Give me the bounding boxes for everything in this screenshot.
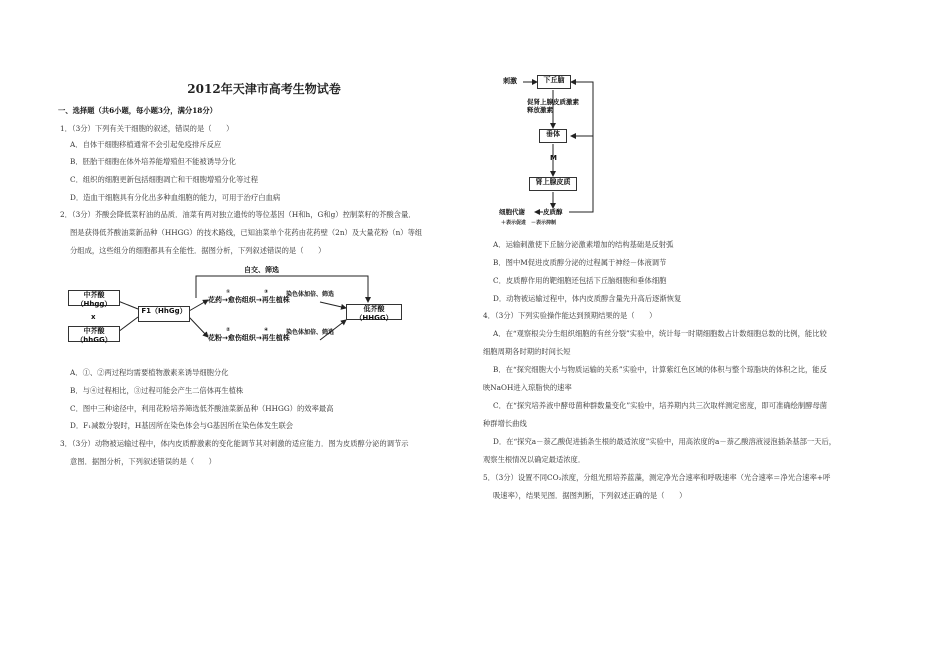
cortisol-label: 皮质醇: [543, 208, 563, 216]
f1-box: F1（HhGg）: [138, 306, 190, 322]
result-box: 低芥酸（HHGG）: [346, 304, 402, 320]
q3-option-c: C．皮质醇作用的靶细胞还包括下丘脑细胞和垂体细胞: [493, 276, 667, 285]
q4-option-c-line2: 种群增长曲线: [483, 419, 527, 428]
q2-option-a: A．①、②两过程均需要植物激素来诱导细胞分化: [70, 368, 229, 377]
diagram-legend: ＋表示促进 －表示抑制: [501, 220, 557, 226]
q3-option-d: D．动物被运输过程中，体内皮质醇含量先升高后逐渐恢复: [493, 294, 682, 303]
q2-stem-line1: 2．（3分）芥酸会降低菜籽油的品质．油菜有两对独立遗传的等位基因（H和h，G和g）控制菜籽的芥酸含量．: [60, 210, 416, 219]
doubling-label-2: 染色体加倍、筛选: [286, 329, 335, 336]
pollen-route: 花粉→愈伤组织→再生植株: [208, 334, 290, 342]
q5-stem-line1: 5．（3分）设置不同CO₂浓度，分组光照培养蓝藻，测定净光合速率和呼吸速率（光合速率＝净光合速率+呼: [483, 473, 831, 482]
pituitary-box: 垂体: [539, 129, 567, 143]
q1-option-d: D．造血干细胞具有分化出多种血细胞的能力，可用于治疗白血病: [70, 193, 281, 202]
m-label: M: [550, 154, 557, 162]
q4-option-a-line2: 细胞周期各时期的时间长短: [483, 347, 571, 356]
q5-stem-line2: 吸速率），结果见图．据图判断，下列叙述正确的是（ ）: [493, 491, 687, 500]
q4-option-d-line2: 观察生根情况以确定最适浓度．: [483, 455, 586, 464]
parent-hhgg-box: 中芥酸（Hhgg）: [68, 290, 120, 306]
page-title: 2012年天津市高考生物试卷: [187, 82, 341, 96]
q1-option-a: A．自体干细胞移植通常不会引起免疫排斥反应: [70, 140, 222, 149]
selfing-label: 自交、筛选: [244, 266, 279, 274]
breeding-diagram: [68, 262, 418, 357]
q4-option-b-line1: B．在“探究细胞大小与物质运输的关系”实验中，计算紫红色区域的体积与整个琼脂块的体积之比，能反: [493, 365, 827, 374]
q2-stem-line3: 分组成，这些组分的细胞都具有全能性．据图分析，下列叙述错误的是（ ）: [70, 246, 326, 255]
q3-stem-line2: 意图．据图分析，下列叙述错误的是（ ）: [70, 457, 216, 466]
q4-option-d-line1: D．在“探究a－萘乙酸促进插条生根的最适浓度”实验中，用高浓度的a－萘乙酸溶液浸泡插条基部一天后，: [493, 437, 837, 446]
doubling-label-1: 染色体加倍、筛选: [286, 291, 335, 298]
q2-option-c: C．图中三种途径中，利用花粉培养筛选低芥酸油菜新品种（HHGG）的效率最高: [70, 404, 334, 413]
hypothalamus-box: 下丘脑: [537, 75, 571, 89]
step-4: ④: [264, 327, 269, 333]
q2-option-b: B．与④过程相比，③过程可能会产生二倍体再生植株: [70, 386, 244, 395]
stimulus-label: 刺激: [503, 77, 517, 85]
step-3: ③: [264, 289, 269, 295]
parent-hhgg2-box: 中芥酸（hhGG）: [68, 326, 120, 342]
anther-route: 花药→愈伤组织→再生植株: [208, 296, 290, 304]
metabolism-label: 细胞代谢: [499, 208, 525, 216]
crh-label: 促肾上腺皮质激素释放激素: [527, 98, 579, 114]
q4-stem: 4．（3分）下列实验操作能达到预期结果的是（ ）: [483, 311, 657, 320]
cross-symbol: x: [91, 313, 96, 321]
step-1: ①: [226, 289, 231, 295]
cortisol-diagram-lines: [503, 72, 613, 228]
q2-option-d: D．F₁减数分裂时，H基因所在染色体会与G基因所在染色体发生联会: [70, 421, 294, 430]
q4-option-b-line2: 映NaOH进入琼脂快的速率: [483, 383, 572, 392]
q3-option-b: B．图中M促进皮质醇分泌的过程属于神经－体液调节: [493, 258, 667, 267]
adrenal-cortex-box: 肾上腺皮质: [529, 177, 577, 191]
section-heading: 一、选择题（共6小题，每小题3分，满分18分）: [58, 106, 217, 115]
q3-stem-line1: 3．（3分）动物被运输过程中，体内皮质醇激素的变化能调节其对刺激的适应能力．图为皮质醇分泌的调节示: [60, 439, 409, 448]
q1-option-c: C．组织的细胞更新包括细胞凋亡和干细胞增殖分化等过程: [70, 175, 259, 184]
q4-option-c-line1: C．在“探究培养液中酵母菌种群数量变化”实验中，培养期内共三次取样测定密度，即可准确绘制酵母菌: [493, 401, 828, 410]
q3-option-a: A．运输刺激使下丘脑分泌激素增加的结构基础是反射弧: [493, 240, 674, 249]
q1-stem: 1．（3分）下列有关干细胞的叙述，错误的是（ ）: [60, 124, 234, 133]
cortisol-diagram: [499, 72, 613, 228]
q4-option-a-line1: A．在“观察根尖分生组织细胞的有丝分裂”实验中，统计每一时期细胞数占计数细胞总数的比例，能比较: [493, 329, 827, 338]
q2-stem-line2: 图是获得低芥酸油菜新品种（HHGG）的技术路线，已知油菜单个花药由花药壁（2n）及大量花粉（n）等组: [70, 228, 423, 237]
q1-option-b: B．胚胎干细胞在体外培养能增殖但不能被诱导分化: [70, 157, 236, 166]
step-2: ②: [226, 327, 231, 333]
